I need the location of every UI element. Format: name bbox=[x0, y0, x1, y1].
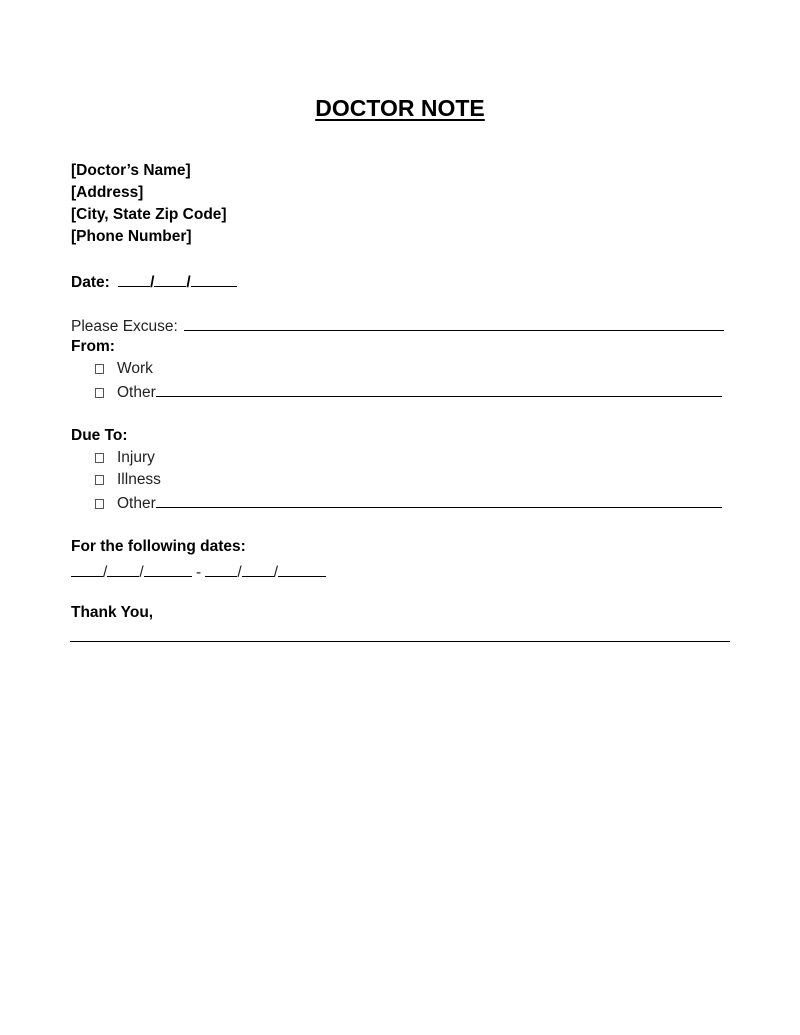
date-separator: / bbox=[150, 274, 155, 291]
address-placeholder: [Address] bbox=[71, 184, 144, 201]
following-dates-label: For the following dates: bbox=[71, 538, 246, 555]
due-to-option-illness[interactable] bbox=[95, 470, 161, 490]
date-row bbox=[71, 271, 237, 293]
date-separator: / bbox=[139, 564, 144, 581]
end-day-blank[interactable] bbox=[242, 561, 274, 577]
option-label: Other bbox=[117, 384, 156, 401]
from-option-work[interactable] bbox=[95, 359, 153, 379]
due-to-option-injury[interactable] bbox=[95, 448, 155, 468]
option-label: Work bbox=[117, 360, 153, 377]
range-separator: - bbox=[195, 564, 202, 581]
start-year-blank[interactable] bbox=[144, 561, 192, 577]
date-month-blank[interactable] bbox=[118, 271, 150, 287]
document-title: DOCTOR NOTE bbox=[315, 95, 485, 121]
from-label: From: bbox=[71, 338, 115, 355]
date-separator: / bbox=[237, 564, 242, 581]
date-separator: / bbox=[273, 564, 279, 581]
option-label: Injury bbox=[117, 449, 155, 466]
due-to-other-blank[interactable] bbox=[156, 492, 722, 508]
excuse-name-blank[interactable] bbox=[184, 315, 724, 331]
closing-text: Thank You, bbox=[71, 604, 154, 621]
from-other-blank[interactable] bbox=[156, 381, 722, 397]
excuse-label: Please Excuse: bbox=[71, 318, 178, 335]
phone-placeholder: [Phone Number] bbox=[71, 228, 192, 245]
signature-line[interactable] bbox=[70, 641, 730, 642]
date-day-blank[interactable] bbox=[154, 271, 186, 287]
city-state-zip-placeholder: [City, State Zip Code] bbox=[71, 206, 227, 223]
date-separator: / bbox=[186, 274, 191, 291]
start-month-blank[interactable] bbox=[71, 561, 103, 577]
checkbox-icon[interactable] bbox=[95, 499, 104, 509]
end-month-blank[interactable] bbox=[205, 561, 237, 577]
excuse-row bbox=[71, 315, 724, 337]
checkbox-icon[interactable] bbox=[95, 388, 104, 398]
checkbox-icon[interactable] bbox=[95, 364, 104, 374]
checkbox-icon[interactable] bbox=[95, 453, 104, 463]
checkbox-icon[interactable] bbox=[95, 475, 104, 485]
due-to-option-other[interactable] bbox=[95, 492, 722, 514]
due-to-label: Due To: bbox=[71, 427, 128, 444]
end-year-blank[interactable] bbox=[278, 561, 326, 577]
start-day-blank[interactable] bbox=[107, 561, 139, 577]
following-dates-range bbox=[71, 561, 326, 583]
option-label: Illness bbox=[117, 471, 161, 488]
doctor-name-placeholder: [Doctor’s Name] bbox=[71, 162, 191, 179]
date-year-blank[interactable] bbox=[191, 271, 237, 287]
date-label: Date: bbox=[71, 274, 110, 291]
date-separator: / bbox=[103, 564, 108, 581]
from-option-other[interactable] bbox=[95, 381, 722, 403]
option-label: Other bbox=[117, 495, 156, 512]
